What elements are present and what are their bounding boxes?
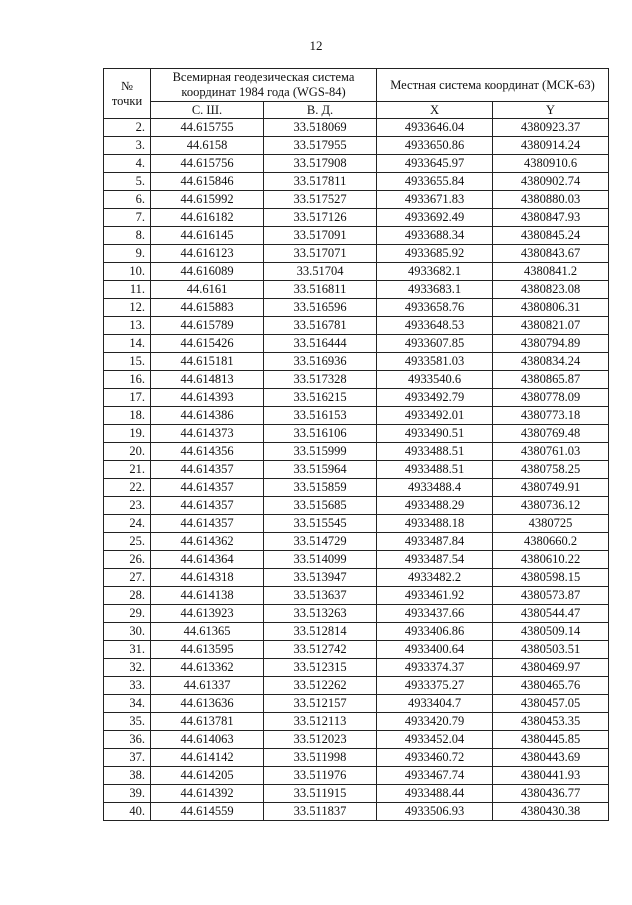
cell-x: 4933461.92: [377, 587, 493, 605]
cell-x: 4933374.37: [377, 659, 493, 677]
cell-x: 4933685.92: [377, 245, 493, 263]
cell-latitude: 44.613595: [151, 641, 264, 659]
cell-longitude: 33.516596: [264, 299, 377, 317]
cell-longitude: 33.516444: [264, 335, 377, 353]
cell-latitude: 44.6158: [151, 137, 264, 155]
cell-point-number: 35.: [104, 713, 151, 731]
cell-latitude: 44.615846: [151, 173, 264, 191]
cell-latitude: 44.6161: [151, 281, 264, 299]
cell-y: 4380845.24: [493, 227, 609, 245]
table-row: [104, 173, 609, 191]
cell-x: 4933650.86: [377, 137, 493, 155]
cell-x: 4933492.79: [377, 389, 493, 407]
cell-y: 4380865.87: [493, 371, 609, 389]
table-row: [104, 461, 609, 479]
cell-x: 4933488.4: [377, 479, 493, 497]
cell-y: 4380736.12: [493, 497, 609, 515]
table-row: [104, 191, 609, 209]
cell-y: 4380923.37: [493, 119, 609, 137]
cell-longitude: 33.511915: [264, 785, 377, 803]
cell-latitude: 44.614356: [151, 443, 264, 461]
cell-x: 4933437.66: [377, 605, 493, 623]
cell-x: 4933688.34: [377, 227, 493, 245]
cell-point-number: 24.: [104, 515, 151, 533]
cell-x: 4933488.44: [377, 785, 493, 803]
table-row: [104, 443, 609, 461]
cell-y: 4380794.89: [493, 335, 609, 353]
cell-y: 4380880.03: [493, 191, 609, 209]
cell-point-number: 13.: [104, 317, 151, 335]
cell-point-number: 4.: [104, 155, 151, 173]
cell-longitude: 33.516936: [264, 353, 377, 371]
cell-longitude: 33.513947: [264, 569, 377, 587]
cell-longitude: 33.516106: [264, 425, 377, 443]
cell-point-number: 23.: [104, 497, 151, 515]
cell-latitude: 44.616182: [151, 209, 264, 227]
cell-latitude: 44.614357: [151, 497, 264, 515]
cell-y: 4380544.47: [493, 605, 609, 623]
table-row: [104, 659, 609, 677]
cell-latitude: 44.616089: [151, 263, 264, 281]
cell-longitude: 33.514729: [264, 533, 377, 551]
cell-point-number: 26.: [104, 551, 151, 569]
cell-latitude: 44.613781: [151, 713, 264, 731]
table-row: [104, 767, 609, 785]
cell-y: 4380457.05: [493, 695, 609, 713]
cell-x: 4933683.1: [377, 281, 493, 299]
cell-latitude: 44.614362: [151, 533, 264, 551]
cell-point-number: 28.: [104, 587, 151, 605]
cell-point-number: 20.: [104, 443, 151, 461]
header-point-number: № точки: [104, 69, 151, 119]
cell-longitude: 33.515964: [264, 461, 377, 479]
cell-x: 4933581.03: [377, 353, 493, 371]
table-row: [104, 155, 609, 173]
table-row: [104, 335, 609, 353]
cell-point-number: 19.: [104, 425, 151, 443]
table-row: [104, 677, 609, 695]
cell-latitude: 44.614142: [151, 749, 264, 767]
table-row: [104, 731, 609, 749]
cell-x: 4933646.04: [377, 119, 493, 137]
table-row: [104, 533, 609, 551]
cell-point-number: 12.: [104, 299, 151, 317]
cell-point-number: 37.: [104, 749, 151, 767]
cell-point-number: 36.: [104, 731, 151, 749]
table-row: [104, 263, 609, 281]
cell-longitude: 33.517328: [264, 371, 377, 389]
cell-y: 4380773.18: [493, 407, 609, 425]
cell-x: 4933467.74: [377, 767, 493, 785]
table-row: [104, 425, 609, 443]
cell-longitude: 33.515685: [264, 497, 377, 515]
table-row: [104, 371, 609, 389]
cell-longitude: 33.513263: [264, 605, 377, 623]
table-row: [104, 641, 609, 659]
cell-x: 4933404.7: [377, 695, 493, 713]
table-row: [104, 569, 609, 587]
cell-longitude: 33.516781: [264, 317, 377, 335]
cell-latitude: 44.614138: [151, 587, 264, 605]
table-row: [104, 605, 609, 623]
cell-y: 4380503.51: [493, 641, 609, 659]
table-row: [104, 695, 609, 713]
cell-latitude: 44.616145: [151, 227, 264, 245]
cell-longitude: 33.517811: [264, 173, 377, 191]
cell-latitude: 44.614392: [151, 785, 264, 803]
cell-longitude: 33.51704: [264, 263, 377, 281]
cell-point-number: 3.: [104, 137, 151, 155]
cell-longitude: 33.511998: [264, 749, 377, 767]
header-y: Y: [493, 102, 609, 119]
table-row: [104, 245, 609, 263]
cell-x: 4933487.84: [377, 533, 493, 551]
cell-latitude: 44.61365: [151, 623, 264, 641]
table-row: [104, 299, 609, 317]
cell-longitude: 33.517955: [264, 137, 377, 155]
cell-point-number: 27.: [104, 569, 151, 587]
cell-point-number: 10.: [104, 263, 151, 281]
table-row: [104, 227, 609, 245]
cell-y: 4380443.69: [493, 749, 609, 767]
table-row: [104, 389, 609, 407]
cell-point-number: 16.: [104, 371, 151, 389]
table-row: [104, 713, 609, 731]
cell-point-number: 25.: [104, 533, 151, 551]
cell-point-number: 8.: [104, 227, 151, 245]
cell-longitude: 33.512023: [264, 731, 377, 749]
cell-y: 4380834.24: [493, 353, 609, 371]
cell-latitude: 44.615426: [151, 335, 264, 353]
cell-x: 4933658.76: [377, 299, 493, 317]
cell-y: 4380758.25: [493, 461, 609, 479]
cell-x: 4933406.86: [377, 623, 493, 641]
cell-x: 4933692.49: [377, 209, 493, 227]
cell-y: 4380573.87: [493, 587, 609, 605]
cell-longitude: 33.514099: [264, 551, 377, 569]
header-msk63-group: Местная система координат (МСК-63): [377, 69, 609, 102]
cell-latitude: 44.614205: [151, 767, 264, 785]
cell-longitude: 33.515545: [264, 515, 377, 533]
cell-latitude: 44.616123: [151, 245, 264, 263]
cell-point-number: 39.: [104, 785, 151, 803]
cell-latitude: 44.614364: [151, 551, 264, 569]
header-x: X: [377, 102, 493, 119]
cell-x: 4933655.84: [377, 173, 493, 191]
cell-point-number: 17.: [104, 389, 151, 407]
cell-y: 4380914.24: [493, 137, 609, 155]
cell-longitude: 33.515859: [264, 479, 377, 497]
cell-y: 4380902.74: [493, 173, 609, 191]
cell-y: 4380769.48: [493, 425, 609, 443]
cell-y: 4380465.76: [493, 677, 609, 695]
cell-point-number: 7.: [104, 209, 151, 227]
cell-x: 4933488.51: [377, 443, 493, 461]
cell-latitude: 44.615789: [151, 317, 264, 335]
table-row: [104, 749, 609, 767]
cell-y: 4380841.2: [493, 263, 609, 281]
cell-longitude: 33.517908: [264, 155, 377, 173]
table-row: [104, 209, 609, 227]
cell-longitude: 33.512157: [264, 695, 377, 713]
cell-point-number: 22.: [104, 479, 151, 497]
table-row: [104, 515, 609, 533]
cell-longitude: 33.512315: [264, 659, 377, 677]
cell-y: 4380847.93: [493, 209, 609, 227]
cell-latitude: 44.614357: [151, 461, 264, 479]
cell-x: 4933488.29: [377, 497, 493, 515]
cell-longitude: 33.517126: [264, 209, 377, 227]
cell-longitude: 33.512113: [264, 713, 377, 731]
header-longitude: В. Д.: [264, 102, 377, 119]
cell-y: 4380843.67: [493, 245, 609, 263]
cell-point-number: 5.: [104, 173, 151, 191]
cell-point-number: 15.: [104, 353, 151, 371]
cell-longitude: 33.513637: [264, 587, 377, 605]
cell-x: 4933648.53: [377, 317, 493, 335]
cell-latitude: 44.613362: [151, 659, 264, 677]
cell-y: 4380430.38: [493, 803, 609, 821]
cell-point-number: 9.: [104, 245, 151, 263]
cell-latitude: 44.615883: [151, 299, 264, 317]
cell-x: 4933460.72: [377, 749, 493, 767]
cell-point-number: 21.: [104, 461, 151, 479]
cell-y: 4380749.91: [493, 479, 609, 497]
cell-x: 4933400.64: [377, 641, 493, 659]
cell-longitude: 33.512262: [264, 677, 377, 695]
cell-x: 4933671.83: [377, 191, 493, 209]
cell-y: 4380806.31: [493, 299, 609, 317]
cell-y: 4380436.77: [493, 785, 609, 803]
cell-point-number: 14.: [104, 335, 151, 353]
cell-y: 4380778.09: [493, 389, 609, 407]
cell-point-number: 6.: [104, 191, 151, 209]
cell-y: 4380598.15: [493, 569, 609, 587]
cell-longitude: 33.511976: [264, 767, 377, 785]
cell-latitude: 44.614393: [151, 389, 264, 407]
cell-point-number: 18.: [104, 407, 151, 425]
cell-longitude: 33.517527: [264, 191, 377, 209]
table-row: [104, 119, 609, 137]
cell-x: 4933607.85: [377, 335, 493, 353]
cell-latitude: 44.613636: [151, 695, 264, 713]
cell-latitude: 44.614559: [151, 803, 264, 821]
cell-x: 4933487.54: [377, 551, 493, 569]
cell-latitude: 44.614373: [151, 425, 264, 443]
cell-y: 4380725: [493, 515, 609, 533]
cell-point-number: 32.: [104, 659, 151, 677]
cell-point-number: 40.: [104, 803, 151, 821]
cell-longitude: 33.518069: [264, 119, 377, 137]
cell-longitude: 33.516153: [264, 407, 377, 425]
cell-x: 4933490.51: [377, 425, 493, 443]
cell-longitude: 33.512814: [264, 623, 377, 641]
cell-x: 4933492.01: [377, 407, 493, 425]
cell-point-number: 34.: [104, 695, 151, 713]
cell-y: 4380660.2: [493, 533, 609, 551]
cell-point-number: 38.: [104, 767, 151, 785]
cell-y: 4380821.07: [493, 317, 609, 335]
cell-longitude: 33.512742: [264, 641, 377, 659]
cell-y: 4380823.08: [493, 281, 609, 299]
table-row: [104, 317, 609, 335]
cell-y: 4380509.14: [493, 623, 609, 641]
cell-point-number: 2.: [104, 119, 151, 137]
cell-y: 4380445.85: [493, 731, 609, 749]
cell-longitude: 33.516215: [264, 389, 377, 407]
cell-latitude: 44.614318: [151, 569, 264, 587]
page-number: 12: [309, 38, 323, 53]
cell-x: 4933540.6: [377, 371, 493, 389]
cell-point-number: 29.: [104, 605, 151, 623]
table-row: [104, 803, 609, 821]
cell-latitude: 44.61337: [151, 677, 264, 695]
cell-y: 4380610.22: [493, 551, 609, 569]
table-row: [104, 479, 609, 497]
cell-point-number: 31.: [104, 641, 151, 659]
cell-y: 4380441.93: [493, 767, 609, 785]
cell-longitude: 33.517071: [264, 245, 377, 263]
table-row: [104, 551, 609, 569]
table-row: [104, 407, 609, 425]
header-latitude: С. Ш.: [151, 102, 264, 119]
cell-point-number: 11.: [104, 281, 151, 299]
cell-latitude: 44.615992: [151, 191, 264, 209]
cell-point-number: 30.: [104, 623, 151, 641]
cell-y: 4380910.6: [493, 155, 609, 173]
cell-latitude: 44.614357: [151, 515, 264, 533]
cell-longitude: 33.511837: [264, 803, 377, 821]
cell-point-number: 33.: [104, 677, 151, 695]
cell-latitude: 44.614386: [151, 407, 264, 425]
cell-x: 4933420.79: [377, 713, 493, 731]
cell-x: 4933645.97: [377, 155, 493, 173]
table-row: [104, 137, 609, 155]
cell-latitude: 44.614357: [151, 479, 264, 497]
table-row: [104, 623, 609, 641]
cell-x: 4933506.93: [377, 803, 493, 821]
cell-x: 4933452.04: [377, 731, 493, 749]
table-body: [104, 119, 609, 821]
table-row: [104, 785, 609, 803]
cell-x: 4933488.51: [377, 461, 493, 479]
cell-x: 4933488.18: [377, 515, 493, 533]
cell-x: 4933682.1: [377, 263, 493, 281]
cell-y: 4380761.03: [493, 443, 609, 461]
cell-y: 4380453.35: [493, 713, 609, 731]
cell-latitude: 44.615181: [151, 353, 264, 371]
cell-latitude: 44.615756: [151, 155, 264, 173]
cell-latitude: 44.614063: [151, 731, 264, 749]
table-row: [104, 353, 609, 371]
cell-x: 4933375.27: [377, 677, 493, 695]
cell-longitude: 33.517091: [264, 227, 377, 245]
table-row: [104, 281, 609, 299]
cell-x: 4933482.2: [377, 569, 493, 587]
coordinates-table: [103, 68, 609, 821]
header-wgs84-group: Всемирная геодезическая система координат 1984 года (WGS-84): [151, 69, 377, 102]
table-row: [104, 497, 609, 515]
cell-y: 4380469.97: [493, 659, 609, 677]
cell-latitude: 44.615755: [151, 119, 264, 137]
cell-latitude: 44.614813: [151, 371, 264, 389]
table-row: [104, 587, 609, 605]
cell-latitude: 44.613923: [151, 605, 264, 623]
cell-longitude: 33.516811: [264, 281, 377, 299]
cell-longitude: 33.515999: [264, 443, 377, 461]
